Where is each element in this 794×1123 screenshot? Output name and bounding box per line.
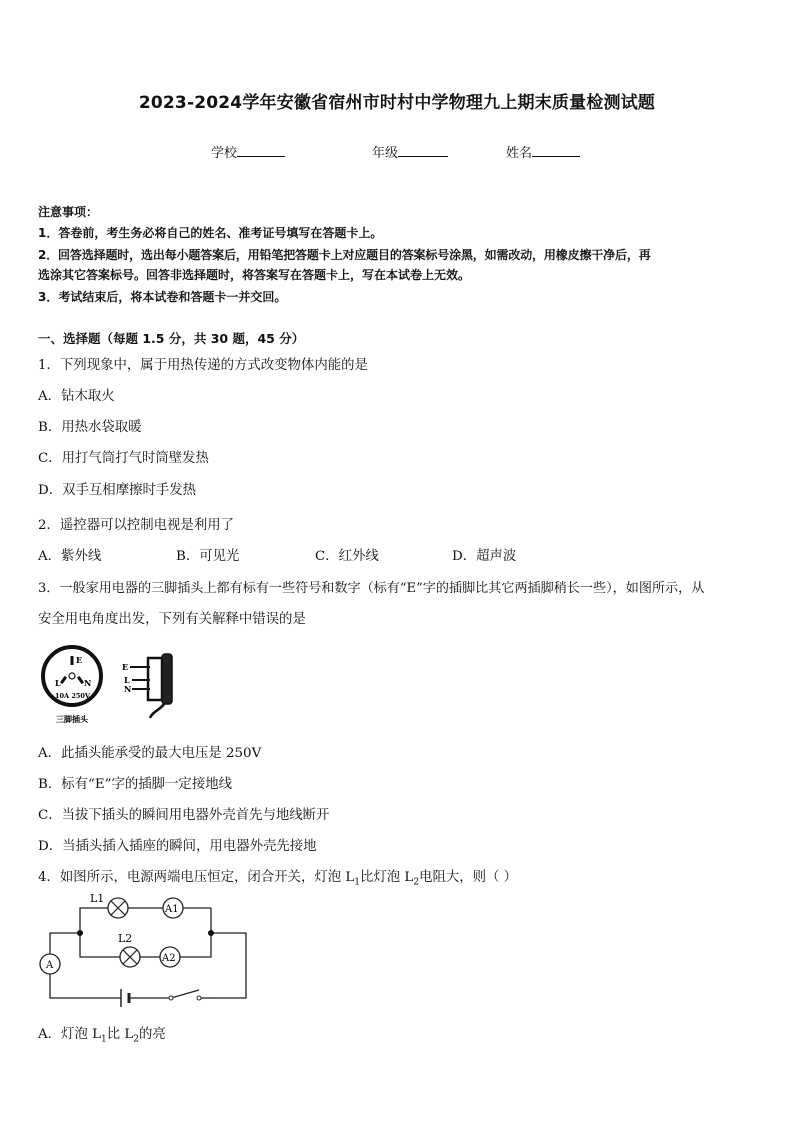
q1-option-b: B．用热水袋取暖 bbox=[38, 420, 142, 435]
q3-option-d: D．当插头插入插座的瞬间，用电器外壳先接地 bbox=[38, 839, 317, 854]
note-item-1: 1．答卷前，考生务必将自己的姓名、准考证号填写在答题卡上。 bbox=[38, 226, 383, 240]
plug-label-e: E bbox=[76, 655, 83, 665]
label-l1: L1 bbox=[90, 894, 105, 905]
q1-option-c: C．用打气筒打气时筒壁发热 bbox=[38, 451, 209, 466]
battery-icon bbox=[121, 989, 129, 1007]
q3-option-b: B．标有“E”字的插脚一定接地线 bbox=[38, 777, 232, 792]
q2-option-b: B．可见光 bbox=[176, 549, 240, 564]
q4-stem bbox=[38, 866, 517, 888]
school-blank bbox=[237, 144, 285, 157]
label-a1: A1 bbox=[165, 904, 179, 915]
q2-stem: 2．遥控器可以控制电视是利用了 bbox=[38, 518, 234, 533]
q4-sub-1: 1 bbox=[354, 877, 360, 888]
q4-a-post: 的亮 bbox=[139, 1027, 166, 1042]
plug-label-l: L bbox=[55, 678, 61, 688]
q4-stem-post: 电阻大，则（ ） bbox=[419, 870, 518, 885]
ammeter-a1-icon bbox=[163, 898, 183, 918]
q3-stem-line-2: 安全用电角度出发，下列有关解释中错误的是 bbox=[38, 612, 306, 627]
name-label: 姓名 bbox=[506, 146, 533, 161]
lamp-l1-icon bbox=[108, 898, 128, 918]
three-pin-plug-figure bbox=[40, 640, 180, 728]
note-item-2-line-2: 选涂其它答案标号。回答非选择题时，将答案写在答题卡上，写在本试卷上无效。 bbox=[38, 268, 471, 282]
side-label-e: E bbox=[122, 662, 129, 672]
q4-a-mid: 比 L bbox=[106, 1027, 134, 1042]
q3-stem-line-1: 3．一般家用电器的三脚插头上都有标有一些符号和数字（标有“E”字的插脚比其它两插脚稍长一些），如图所示，从 bbox=[38, 581, 705, 596]
ammeter-a2-icon bbox=[160, 947, 180, 967]
note-item-3: 3．考试结束后，将本试卷和答题卡一并交回。 bbox=[38, 290, 287, 304]
junction-left bbox=[77, 930, 83, 936]
label-l2: L2 bbox=[118, 932, 133, 945]
junction-right bbox=[208, 930, 214, 936]
grade-field bbox=[372, 142, 448, 161]
q4-stem-pre: 4．如图所示，电源两端电压恒定，闭合开关，灯泡 L bbox=[38, 870, 355, 885]
q3-option-c: C．当拔下插头的瞬间用电器外壳首先与地线断开 bbox=[38, 808, 330, 823]
plug-ground-symbol bbox=[69, 673, 75, 679]
plug-caption: 三脚插头 bbox=[56, 714, 88, 724]
plug-side-view bbox=[122, 654, 172, 718]
side-label-n: N bbox=[124, 684, 132, 694]
circuit-figure bbox=[36, 894, 251, 1012]
q3-option-a: A．此插头能承受的最大电压是 250V bbox=[38, 746, 262, 761]
grade-blank bbox=[398, 144, 448, 157]
lamp-l2-icon bbox=[120, 947, 140, 967]
page-title: 2023-2024学年安徽省宿州市时村中学物理九上期末质量检测试题 bbox=[138, 93, 656, 113]
school-field bbox=[211, 142, 285, 161]
q4-stem-mid: 比灯泡 L bbox=[360, 870, 414, 885]
note-item-2-line-1: 2．回答选择题时，选出每小题答案后，用铅笔把答题卡上对应题目的答案标号涂黑，如需改动，用橡皮擦干净后，再 bbox=[38, 248, 651, 262]
q4-a-sub-2: 2 bbox=[133, 1034, 140, 1045]
plug-rating: 10A 250V bbox=[55, 692, 90, 700]
q2-option-c: C．红外线 bbox=[315, 549, 379, 564]
q1-option-a: A．钻木取火 bbox=[38, 389, 115, 404]
name-blank bbox=[532, 144, 580, 157]
school-label: 学校 bbox=[211, 146, 238, 161]
q1-stem: 1．下列现象中，属于用热传递的方式改变物体内能的是 bbox=[38, 358, 368, 373]
q4-a-sub-1: 1 bbox=[101, 1034, 107, 1045]
plug-pin-l bbox=[60, 676, 67, 684]
q4-sub-2: 2 bbox=[413, 877, 420, 888]
side-label-l: L bbox=[124, 675, 130, 685]
q4-a-pre: A．灯泡 L bbox=[38, 1027, 101, 1042]
q4-option-a bbox=[38, 1023, 166, 1045]
section-heading: 一、选择题（每题 1.5 分，共 30 题，45 分） bbox=[38, 331, 305, 346]
q2-option-d: D．超声波 bbox=[452, 549, 517, 564]
q2-option-a: A．紫外线 bbox=[38, 549, 102, 564]
plug-label-n: N bbox=[84, 678, 92, 688]
ammeter-a-icon bbox=[40, 954, 60, 974]
plug-pin-e bbox=[71, 656, 74, 665]
q1-option-d: D．双手互相摩擦时手发热 bbox=[38, 483, 197, 498]
grade-label: 年级 bbox=[372, 146, 399, 161]
label-a: A bbox=[46, 960, 54, 971]
name-field bbox=[506, 142, 580, 161]
plug-pin-n bbox=[77, 676, 84, 684]
label-a2: A2 bbox=[162, 953, 176, 964]
notes-heading: 注意事项： bbox=[38, 205, 99, 219]
